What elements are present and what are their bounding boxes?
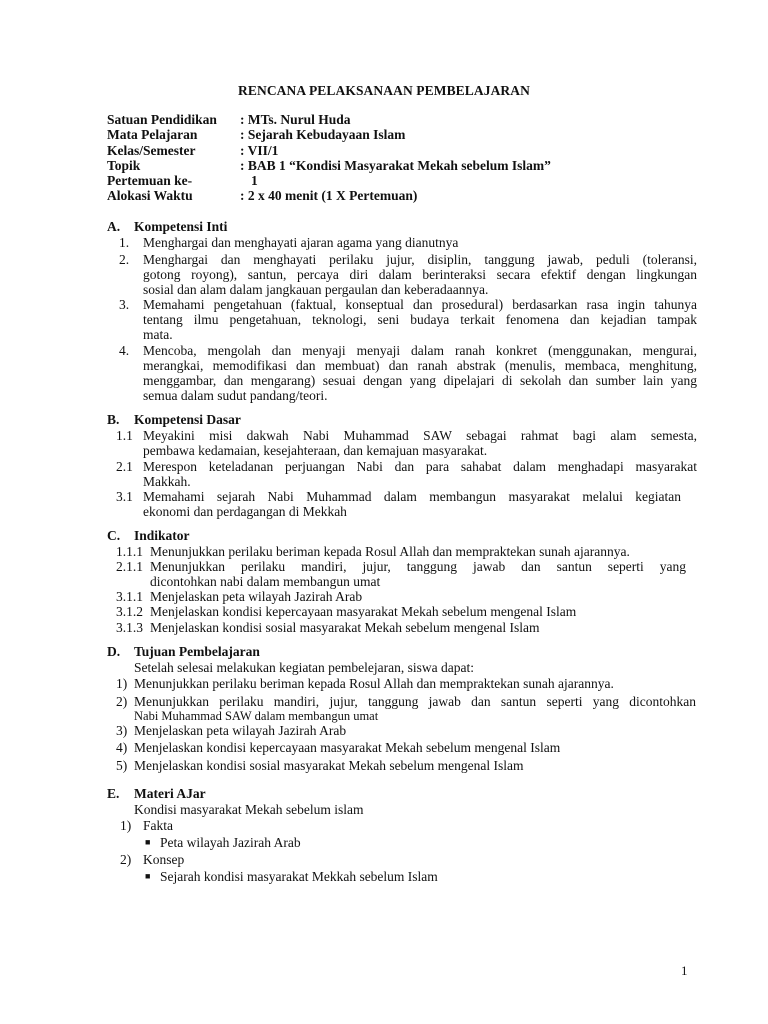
- section-letter: C.: [107, 528, 121, 543]
- kd-line: Makkah.: [143, 474, 191, 489]
- ki-num: 1.: [119, 235, 130, 250]
- section-title: Kompetensi Inti: [134, 219, 228, 234]
- ki-line: sosial dan alam dalam jangkauan pergaulan dan keberadaannya.: [143, 282, 489, 297]
- info-value: : VII/1: [240, 142, 279, 158]
- indikator-num: 3.1.2: [116, 604, 143, 619]
- ki-line: gotong royong), santun, percaya diri dalam berinteraksi secara efektif dengan lingkungan: [143, 267, 697, 282]
- tujuan-line: Menunjukkan perilaku mandiri, jujur, tanggung jawab dan santun seperti yang dicontohkan: [134, 694, 696, 709]
- section-title: Kompetensi Dasar: [134, 412, 241, 427]
- ki-line: Mencoba, mengolah dan menyaji menyaji dalam ranah konkret (menggunakan, mengurai,: [143, 343, 697, 358]
- kd-line: ekonomi dan perdagangan di Mekkah: [143, 504, 347, 519]
- tujuan-line: Menjelaskan kondisi kepercayaan masyarakat Mekah sebelum mengenal Islam: [134, 740, 561, 755]
- info-value: : 2 x 40 menit (1 X Pertemuan): [240, 188, 418, 204]
- indikator-line: Menunjukkan perilaku mandiri, jujur, tanggung jawab dan santun seperti yang: [150, 559, 686, 574]
- section-letter: E.: [107, 786, 120, 801]
- info-value: : MTs. Nurul Huda: [240, 112, 351, 127]
- kd-line: pembawa kedamaian, kesejahteraan, dan kemajuan masyarakat.: [143, 443, 488, 458]
- section-heading-e: [107, 786, 206, 802]
- indikator-num: 3.1.1: [116, 589, 143, 604]
- info-label: Topik: [107, 157, 141, 173]
- bullet-icon: ■: [145, 837, 151, 847]
- section-letter: A.: [107, 219, 121, 234]
- indikator-num: 1.1.1: [116, 544, 143, 559]
- indikator-line: dicontohkan nabi dalam membangun umat: [150, 574, 381, 589]
- indikator-num: 2.1.1: [116, 559, 143, 574]
- ki-line: tentang ilmu pengetahuan, teknologi, seni budaya terkait fenomena dan kejadian tampak: [143, 312, 697, 327]
- ki-num: 3.: [119, 297, 130, 312]
- indikator-line: Menjelaskan peta wilayah Jazirah Arab: [150, 589, 363, 604]
- materi-intro: Kondisi masyarakat Mekah sebelum islam: [134, 802, 364, 817]
- kd-num: 2.1: [116, 459, 133, 474]
- info-label: Pertemuan ke-: [107, 173, 193, 189]
- tujuan-num: 3): [116, 723, 128, 738]
- tujuan-num: 4): [116, 740, 128, 755]
- kd-num: 3.1: [116, 489, 133, 504]
- bullet-icon: ■: [145, 871, 151, 881]
- ki-num: 4.: [119, 343, 130, 358]
- section-title: Tujuan Pembelajaran: [134, 644, 260, 659]
- ki-line: Menghargai dan menghayati ajaran agama yang dianutnya: [143, 235, 459, 250]
- materi-bullet: Peta wilayah Jazirah Arab: [160, 835, 301, 850]
- materi-label: Konsep: [143, 852, 185, 867]
- indikator-line: Menunjukkan perilaku beriman kepada Rosul Allah dan mempraktekan sunah ajarannya.: [150, 544, 630, 559]
- ki-line: Memahami pengetahuan (faktual, konseptual dan prosedural) berdasarkan rasa ingin tahunya: [143, 297, 697, 312]
- tujuan-num: 2): [116, 694, 128, 709]
- kd-line: Meyakini misi dakwah Nabi Muhammad SAW sebagai rahmat bagi alam semesta,: [143, 428, 697, 443]
- tujuan-num: 1): [116, 676, 128, 691]
- kd-num: 1.1: [116, 428, 133, 443]
- materi-num: 1): [120, 818, 132, 833]
- section-title: Materi AJar: [134, 786, 206, 801]
- kd-line: Merespon keteladanan perjuangan Nabi dan para sahabat dalam menghadapi masyarakat: [143, 459, 697, 474]
- tujuan-line: Nabi Muhammad SAW dalam membangun umat: [134, 709, 379, 723]
- materi-num: 2): [120, 852, 132, 867]
- info-value: 1: [251, 173, 258, 189]
- tujuan-intro: Setelah selesai melakukan kegiatan pembelejaran, siswa dapat:: [134, 660, 474, 675]
- ki-line: menggambar, dan mengarang) sesuai dengan yang dipelajari di sekolah dan sumber lain yang: [143, 373, 697, 388]
- info-value: : BAB 1 “Kondisi Masyarakat Mekah sebelum Islam”: [240, 157, 551, 173]
- indikator-num: 3.1.3: [116, 620, 143, 635]
- indikator-line: Menjelaskan kondisi kepercayaan masyarakat Mekah sebelum mengenal Islam: [150, 604, 577, 619]
- section-heading-b: [107, 412, 241, 428]
- tujuan-line: Menjelaskan peta wilayah Jazirah Arab: [134, 723, 347, 738]
- materi-label: Fakta: [143, 818, 173, 833]
- info-value: : Sejarah Kebudayaan Islam: [240, 127, 406, 143]
- ki-line: Menghargai dan menghayati perilaku jujur, disiplin, tanggung jawab, peduli (toleransi,: [143, 252, 697, 267]
- section-heading-d: [107, 644, 260, 660]
- indikator-line: Menjelaskan kondisi sosial masyarakat Mekah sebelum mengenal Islam: [150, 620, 540, 635]
- materi-bullet: Sejarah kondisi masyarakat Mekkah sebelum Islam: [160, 869, 438, 884]
- info-label: Alokasi Waktu: [107, 188, 193, 204]
- page-number: 1: [681, 963, 688, 978]
- ki-num: 2.: [119, 252, 130, 267]
- info-label: Satuan Pendidikan: [107, 112, 217, 127]
- section-heading-c: [107, 528, 190, 544]
- tujuan-line: Menunjukkan perilaku beriman kepada Rosul Allah dan mempraktekan sunah ajarannya.: [134, 676, 614, 691]
- info-label: Mata Pelajaran: [107, 127, 198, 143]
- ki-line: merangkai, memodifikasi dan membuat) dan ranah abstrak (menulis, membaca, menghitung,: [143, 358, 697, 373]
- tujuan-line: Menjelaskan kondisi sosial masyarakat Mekah sebelum mengenal Islam: [134, 758, 524, 773]
- ki-line: semua dalam sudut pandang/teori.: [143, 388, 328, 403]
- info-label: Kelas/Semester: [107, 142, 196, 158]
- ki-line: mata.: [143, 327, 173, 342]
- tujuan-num: 5): [116, 758, 128, 773]
- section-letter: B.: [107, 412, 120, 427]
- section-title: Indikator: [134, 528, 190, 543]
- section-heading-a: [107, 219, 227, 235]
- section-letter: D.: [107, 644, 121, 659]
- document-title: RENCANA PELAKSANAAN PEMBELAJARAN: [238, 83, 530, 98]
- kd-line: Memahami sejarah Nabi Muhammad dalam membangun masyarakat melalui kegiatan: [143, 489, 681, 504]
